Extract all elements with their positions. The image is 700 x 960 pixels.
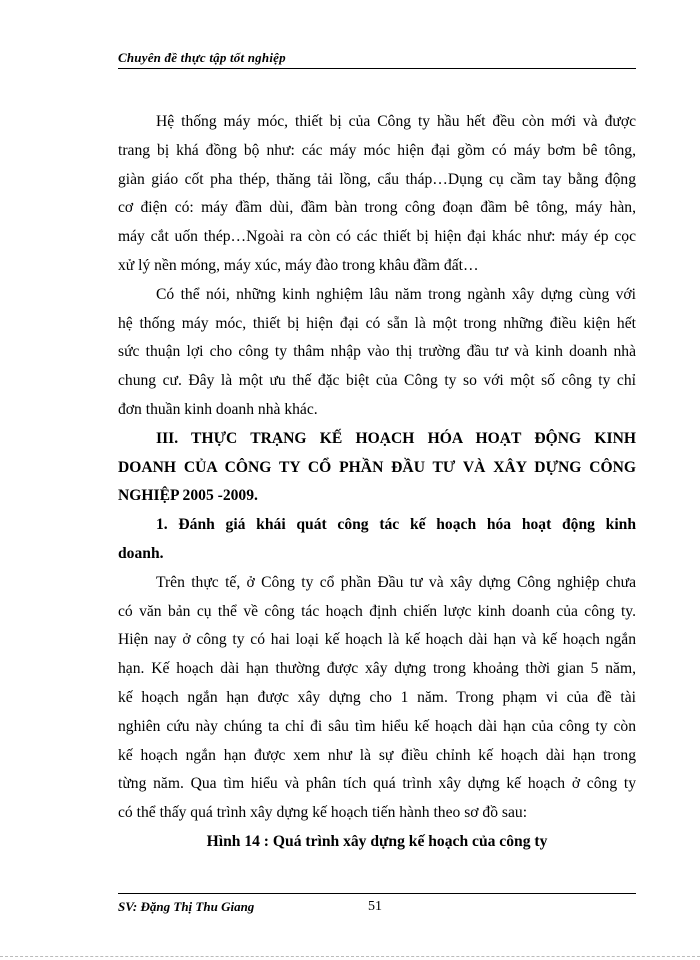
heading-line: doanh. — [118, 544, 164, 562]
footer-divider — [118, 893, 636, 894]
document-body — [118, 108, 636, 857]
text-line: cơ điện có: máy đầm dùi, đầm bàn trong công đoạn đầm bê tông, máy hàn, — [118, 199, 636, 217]
page-number: 51 — [368, 899, 382, 914]
text-line: chung cư. Đây là một ưu thế đặc biệt của Công ty so với một số công ty chỉ — [118, 372, 636, 390]
paragraph-planning — [118, 569, 636, 828]
subsection-heading — [118, 511, 636, 569]
header-title: Chuyên đề thực tập tốt nghiệp — [118, 50, 286, 65]
text-line: Trên thực tế, ở Công ty cổ phần Đầu tư và xây dựng Công nghiệp chưa — [156, 573, 636, 591]
page-header — [118, 48, 636, 69]
text-line: giàn giáo cốt pha thép, thăng tải lồng, cẩu tháp…Dụng cụ cầm tay bằng động — [118, 170, 636, 188]
text-line: máy cắt uốn thép…Ngoài ra còn có các thiết bị hiện đại khác như: máy ép cọc — [118, 228, 636, 246]
paragraph-equipment — [118, 108, 636, 281]
text-line: có văn bản cụ thể về công tác hoạch định chiến lược kinh doanh của công ty. — [118, 602, 636, 620]
text-line: kế hoạch ngắn hạn được xây dựng cho 1 năm. Trong phạm vi của đề tài — [118, 688, 636, 706]
text-line: trang bị khá đồng bộ như: các máy móc hiện đại gồm có máy bơm bê tông, — [118, 141, 636, 159]
heading-line: DOANH CỦA CÔNG TY CỔ PHẦN ĐẦU TƯ VÀ XÂY DỰNG CÔNG — [118, 458, 636, 476]
figure-caption: Hình 14 : Quá trình xây dựng kế hoạch của công ty — [206, 832, 548, 850]
text-line: kế hoạch ngắn hạn được xem như là sự điều chỉnh kế hoạch dài hạn trong — [118, 746, 636, 764]
text-line: sức thuận lợi cho công ty thâm nhập vào thị trường đầu tư và kinh doanh nhà — [118, 343, 636, 361]
text-line: Hệ thống máy móc, thiết bị của Công ty hầu hết đều còn mới và được — [156, 113, 636, 130]
text-line: xử lý nền móng, máy xúc, máy đào trong khâu đầm đất… — [118, 256, 479, 274]
section-heading — [118, 425, 636, 511]
text-line: hệ thống máy móc, thiết bị hiện đại có sẵn là một trong những điều kiện hết — [118, 314, 636, 332]
text-line: có thể thấy quá trình xây dựng kế hoạch tiến hành theo sơ đồ sau: — [118, 804, 528, 822]
text-line: Hiện nay ở công ty có hai loại kế hoạch là kế hoạch dài hạn và kế hoạch ngắn — [118, 631, 636, 649]
text-line: đơn thuần kinh doanh nhà khác. — [118, 400, 318, 418]
footer-author: SV: Đặng Thị Thu Giang — [118, 899, 255, 914]
text-line: hạn. Kế hoạch dài hạn thường được xây dựng trong khoảng thời gian 5 năm, — [118, 660, 636, 678]
text-line: từng năm. Qua tìm hiểu và phân tích quá trình xây dựng kế hoạch ở công ty — [118, 775, 636, 793]
page-edge-divider — [0, 956, 700, 957]
text-line: nghiên cứu này chúng ta chỉ đi sâu tìm hiểu kế hoạch dài hạn của công ty còn — [118, 717, 636, 735]
paragraph-experience — [118, 281, 636, 425]
heading-line: III. THỰC TRẠNG KẾ HOẠCH HÓA HOẠT ĐỘNG KINH — [156, 429, 636, 447]
heading-line: 1. Đánh giá khái quát công tác kế hoạch hóa hoạt động kinh — [156, 516, 636, 534]
heading-line: NGHIỆP 2005 -2009. — [118, 487, 258, 505]
text-line: Có thể nói, những kinh nghiệm lâu năm trong ngành xây dựng cùng với — [156, 285, 636, 303]
